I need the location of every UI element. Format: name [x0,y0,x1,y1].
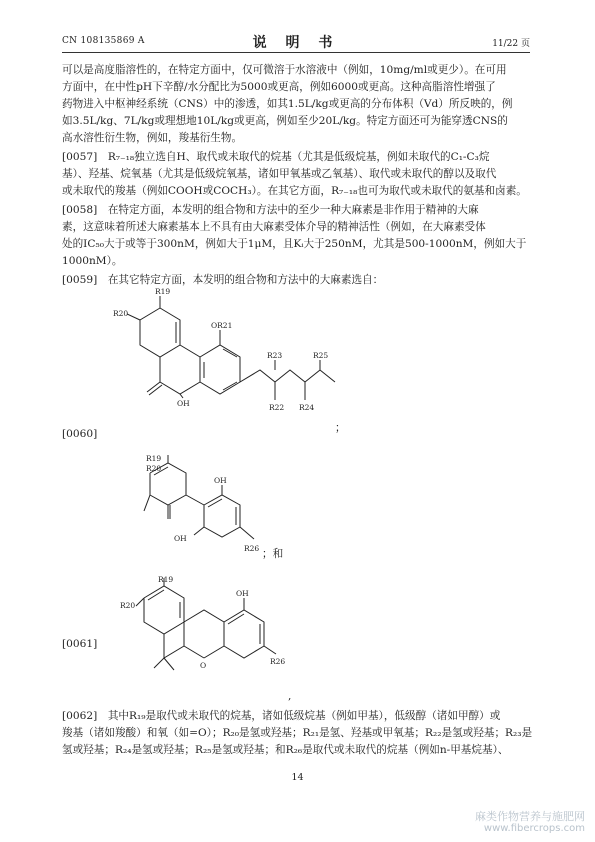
paragraph-0061: [0061] [62,638,98,650]
body-line: 处的IC₅₀大于或等于300nM，例如大于1μM，且Kᵢ大于250nM，尤其是500-1000nM，例如大于 [62,238,527,250]
label-or21: OR21 [211,321,233,330]
label-o: O [200,661,207,670]
body-line: 羧基（诸如羧酸）和氧（如=O）；R₂₀是氢或羟基；R₂₁是氢、羟基或甲氧基；R₂₂是氢或羟基；R₂₃是 [62,727,533,739]
page-number: 14 [291,772,304,783]
chemical-structure-2 [130,455,280,579]
label-r26: R26 [270,657,286,666]
body-line: 药物进入中枢神经系统（CNS）中的渗透，如其1.5L/kg或更高的分布体积（Vd）所反映的，例 [62,98,513,110]
body-line: 方面中，在中性pH下辛醇/水分配比为5000或更高，例如6000或更高。这种高脂溶性增强了 [62,81,496,93]
label-r19: R19 [146,454,162,463]
watermark-url: www.fibercrops.com [483,823,585,834]
label-r19: R19 [158,575,174,584]
separator-comma: , [288,690,292,702]
body-line: 1000nM）。 [62,255,123,267]
body-line: [0059] 在其它特定方面，本发明的组合物和方法中的大麻素选自： [62,274,384,286]
label-oh: OH [236,589,249,598]
label-r20: R20 [146,464,162,473]
body-line: 氢或羟基；R₂₄是氢或羟基；R₂₅是氢或羟基；和R₂₆是取代或未取代的烷基（例如n-甲基烷基）、 [62,744,509,756]
label-r25: R25 [313,351,329,360]
chemical-structure-3 [120,575,290,707]
paragraph-0060: [0060] [62,428,98,440]
body-line: 高水溶性衍生物，例如，羧基衍生物。 [62,132,243,144]
page-title: 说 明 书 [252,35,340,51]
label-r20: R20 [113,309,129,318]
body-line: 基）、羟基、烷氧基（尤其是低级烷氧基，诸如甲氧基或乙氧基）、取代或未取代的醇以及取代 [62,168,497,180]
page-info: 11/22 页 [492,39,530,49]
body-line: [0062] 其中R₁₉是取代或未取代的烷基，诸如低级烷基（例如甲基），低级醇（诸如甲醇）或 [62,710,501,722]
page-header [62,34,530,50]
watermark-title: 麻类作物营养与施肥网 [475,810,585,823]
label-oh: OH [177,399,190,408]
separator-and: ；和 [262,548,284,560]
separator-semicolon: ； [335,422,346,434]
header-rule [62,52,530,53]
body-line: 或未取代的羧基（例如COOH或COCH₃）。在其它方面，R₇₋₁₈也可为取代或未取代的氨基和卤素。 [62,185,527,197]
body-line: [0057] R₇₋₁₈独立选自H、取代或未取代的烷基（尤其是低级烷基，例如未取代的C₁-C₃烷 [62,151,490,163]
body-line: [0058] 在特定方面，本发明的组合物和方法中的至少一种大麻素是非作用于精神的大麻 [62,204,479,216]
body-line: 如3.5L/kg、7L/kg或理想地10L/kg或更高，例如至少20L/kg。特定方面还可为能穿透CNS的 [62,115,508,127]
body-line: 可以是高度脂溶性的，在特定方面中，仅可微溶于水溶液中（例如，10mg/ml或更少）。在可用 [62,64,507,76]
label-r20: R20 [120,601,136,610]
patent-number: CN 108135869 A [62,36,145,46]
label-oh-1: OH [214,476,227,485]
body-line: 素，这意味着所述大麻素基本上不具有由大麻素受体介导的精神活性（例如，在大麻素受体 [62,221,486,233]
label-r24: R24 [299,403,315,412]
label-r23: R23 [267,351,283,360]
label-r19: R19 [155,287,171,296]
label-r22: R22 [269,403,285,412]
label-r26: R26 [244,544,260,553]
label-oh-2: OH [174,534,187,543]
